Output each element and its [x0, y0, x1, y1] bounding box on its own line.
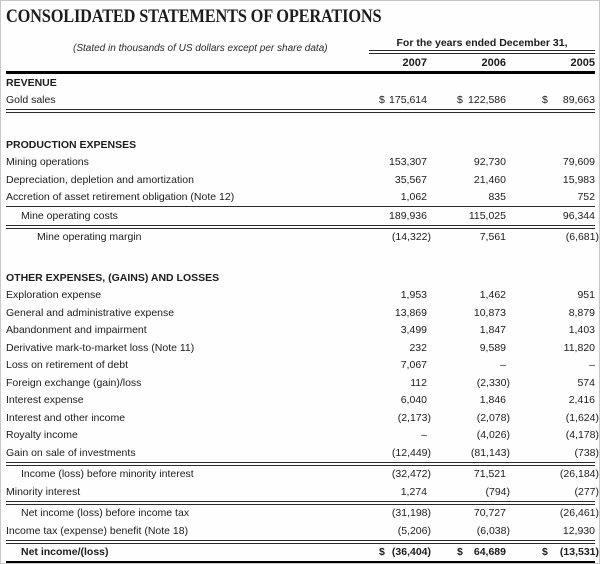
cell-number: 21,460 [473, 173, 506, 186]
cell-number: 71,521 [473, 468, 506, 481]
cell-number: (6,681) [565, 231, 599, 244]
row-label: Mining operations [6, 156, 89, 169]
row-label: Gold sales [6, 94, 56, 107]
cell-value [376, 94, 427, 106]
cell-number: 8,879 [568, 306, 595, 319]
cell-number: 574 [577, 376, 595, 389]
cell-value [454, 524, 510, 537]
cell-value [539, 507, 599, 520]
table-row [6, 544, 599, 564]
row-label: Minority interest [6, 485, 81, 498]
cell-value [454, 507, 506, 519]
cell-value [376, 468, 431, 481]
cell-number: 1,462 [479, 289, 506, 302]
row-label: Loss on retirement of debt [6, 359, 128, 372]
cell-value [539, 411, 599, 424]
cell-number: (738) [574, 446, 599, 459]
cell-number: – [589, 359, 595, 372]
section-heading: REVENUE [6, 76, 57, 89]
table-row [6, 357, 595, 375]
table-row [6, 229, 599, 247]
cell-number: (26,184) [559, 468, 599, 481]
row-label: Interest expense [6, 394, 84, 407]
row-label: Derivative mark-to-market loss (Note 11) [6, 341, 195, 354]
cell-number: 2,416 [568, 394, 595, 407]
cell-value [376, 359, 427, 371]
table-row [6, 483, 599, 505]
cell-value [539, 231, 599, 244]
year-column-2005: 2005 [570, 56, 595, 69]
cell-number: – [421, 429, 427, 442]
cell-number: 10,873 [473, 306, 506, 319]
cell-value [376, 429, 427, 441]
cell-value [454, 546, 506, 558]
cell-number: (14,322) [391, 231, 431, 244]
cell-number: 92,730 [473, 156, 506, 169]
cell-value [539, 307, 595, 319]
cell-number: (36,404) [391, 546, 431, 559]
cell-value [539, 525, 595, 537]
table-row [6, 339, 595, 357]
cell-value [376, 546, 431, 559]
cell-number: 13,869 [394, 306, 427, 319]
table-row [6, 522, 595, 544]
cell-number: (2,173) [397, 411, 431, 424]
cell-number: 122,586 [468, 94, 506, 107]
cell-value [539, 429, 599, 442]
cell-number: (13,531) [559, 546, 599, 559]
section-heading-row [6, 74, 595, 92]
cell-number: 15,983 [562, 173, 595, 186]
cell-number: 70,727 [473, 507, 506, 520]
cell-number: 1,953 [400, 289, 427, 302]
table-row [6, 189, 595, 208]
cell-value [376, 411, 431, 424]
cell-value [454, 359, 506, 371]
cell-number: 1,403 [568, 324, 595, 337]
period-header: For the years ended December 31, [369, 37, 595, 54]
cell-number: 232 [409, 341, 427, 354]
cell-value [539, 394, 595, 406]
cell-number: (81,143) [470, 446, 510, 459]
row-label: Royalty income [6, 429, 78, 442]
cell-number: – [500, 359, 506, 372]
row-label: Net income (loss) before income tax [21, 507, 190, 520]
cell-number: (5,206) [397, 524, 431, 537]
cell-number: (277) [574, 485, 599, 498]
row-label: Net income/(loss) [21, 546, 109, 559]
cell-number: (4,178) [565, 429, 599, 442]
cell-value [376, 324, 427, 336]
cell-value [376, 191, 427, 203]
cell-value [454, 191, 506, 203]
dollar-sign: $ [379, 94, 385, 107]
cell-number: (794) [485, 485, 510, 498]
cell-value [376, 342, 427, 354]
cell-number: 175,614 [389, 94, 427, 107]
page-title: CONSOLIDATED STATEMENTS OF OPERATIONS [6, 6, 382, 27]
cell-number: 6,040 [400, 394, 427, 407]
cell-number: 7,067 [400, 359, 427, 372]
cell-number: (31,198) [391, 507, 431, 520]
cell-number: 752 [577, 191, 595, 204]
cell-number: (26,461) [559, 507, 599, 520]
cell-number: 35,567 [394, 173, 427, 186]
section-gap [6, 246, 595, 269]
cell-number: (2,330) [476, 376, 510, 389]
cell-number: 835 [488, 191, 506, 204]
cell-value [454, 210, 506, 222]
cell-number: 1,062 [400, 191, 427, 204]
table-row [6, 304, 595, 322]
cell-value [454, 394, 506, 406]
row-label: Gain on sale of investments [6, 446, 136, 459]
row-label: General and administrative expense [6, 306, 175, 319]
cell-number: (12,449) [391, 446, 431, 459]
cell-value [454, 429, 510, 442]
cell-value [539, 359, 595, 371]
table-header [6, 36, 595, 54]
cell-value [376, 446, 431, 459]
year-column-2006: 2006 [481, 56, 506, 69]
row-label: Mine operating margin [37, 231, 142, 244]
cell-value [539, 342, 595, 354]
table-row [6, 466, 599, 484]
cell-value [376, 231, 431, 244]
cell-number: 1,847 [479, 324, 506, 337]
cell-number: 89,663 [562, 94, 595, 107]
row-label: Interest and other income [6, 411, 126, 424]
table-row [6, 409, 599, 427]
cell-number: 79,609 [562, 156, 595, 169]
cell-number: 96,344 [562, 209, 595, 222]
cell-value [376, 394, 427, 406]
cell-value [376, 377, 427, 389]
cell-value [539, 485, 599, 498]
cell-value [454, 94, 506, 106]
statement-table [6, 74, 599, 564]
cell-value [454, 231, 506, 243]
cell-number: 1,274 [400, 485, 427, 498]
cell-value [376, 307, 427, 319]
table-row [6, 154, 595, 172]
cell-value [454, 446, 510, 459]
cell-number: 153,307 [389, 156, 427, 169]
cell-number: 112 [410, 376, 427, 389]
cell-value [539, 446, 599, 459]
section-heading: OTHER EXPENSES, (GAINS) AND LOSSES [6, 271, 220, 284]
table-row [6, 207, 595, 229]
table-row [6, 287, 595, 305]
cell-number: 189,936 [389, 209, 427, 222]
cell-number: (1,624) [565, 411, 599, 424]
cell-number: 7,561 [479, 231, 506, 244]
section-heading-row [6, 269, 595, 287]
cell-value [454, 342, 506, 354]
cell-number: (2,078) [476, 411, 510, 424]
cell-number: 3,499 [400, 324, 427, 337]
row-label: Accretion of asset retirement obligation (Note 12) [6, 191, 235, 204]
table-row [6, 505, 599, 523]
section-gap [6, 113, 595, 136]
row-label: Income tax (expense) benefit (Note 18) [6, 524, 189, 537]
cell-number: (6,038) [476, 524, 510, 537]
cell-value [454, 376, 510, 389]
cell-value [454, 289, 506, 301]
dollar-sign: $ [457, 94, 463, 107]
cell-value [539, 210, 595, 222]
cell-value [454, 307, 506, 319]
cell-number: 64,689 [473, 546, 506, 559]
cell-value [376, 156, 427, 168]
cell-number: 115,025 [468, 209, 506, 222]
row-label: Depreciation, depletion and amortization [6, 173, 194, 186]
cell-value [539, 94, 595, 106]
cell-value [376, 486, 427, 498]
dollar-sign: $ [542, 546, 548, 559]
cell-value [454, 485, 510, 498]
cell-value [539, 324, 595, 336]
dollar-sign: $ [379, 546, 385, 559]
cell-value [454, 174, 506, 186]
row-label: Income (loss) before minority interest [21, 468, 194, 481]
dollar-sign: $ [542, 94, 548, 107]
year-column-2007: 2007 [402, 56, 427, 69]
cell-value [376, 507, 431, 520]
statement-subtitle: (Stated in thousands of US dollars except per share data) [73, 43, 328, 54]
section-heading: PRODUCTION EXPENSES [6, 138, 137, 151]
year-columns-row [6, 54, 595, 74]
cell-number: 9,589 [479, 341, 506, 354]
section-heading-row [6, 136, 595, 154]
cell-value [539, 174, 595, 186]
cell-value [376, 174, 427, 186]
cell-value [539, 377, 595, 389]
cell-number: (4,026) [476, 429, 510, 442]
row-label: Foreign exchange (gain)/loss [6, 376, 142, 389]
table-row [6, 322, 595, 340]
cell-value [454, 156, 506, 168]
table-row [6, 92, 595, 114]
table-row [6, 444, 599, 466]
cell-number: 951 [577, 289, 595, 302]
row-label: Mine operating costs [21, 209, 118, 222]
row-label: Exploration expense [6, 289, 102, 302]
cell-number: 11,820 [563, 341, 595, 354]
table-row [6, 392, 595, 410]
cell-value [539, 289, 595, 301]
cell-value [376, 524, 431, 537]
cell-value [454, 411, 510, 424]
cell-number: 12,930 [562, 524, 595, 537]
cell-value [539, 546, 599, 559]
cell-value [454, 468, 506, 480]
cell-value [539, 156, 595, 168]
cell-value [539, 191, 595, 203]
cell-value [454, 324, 506, 336]
row-label: Abandonment and impairment [6, 324, 147, 337]
cell-value [539, 468, 599, 481]
cell-value [376, 210, 427, 222]
table-row [6, 427, 599, 445]
cell-value [376, 289, 427, 301]
dollar-sign: $ [457, 546, 463, 559]
cell-number: (32,472) [391, 468, 431, 481]
cell-number: 1,846 [479, 394, 506, 407]
table-row [6, 171, 595, 189]
table-row [6, 374, 595, 392]
